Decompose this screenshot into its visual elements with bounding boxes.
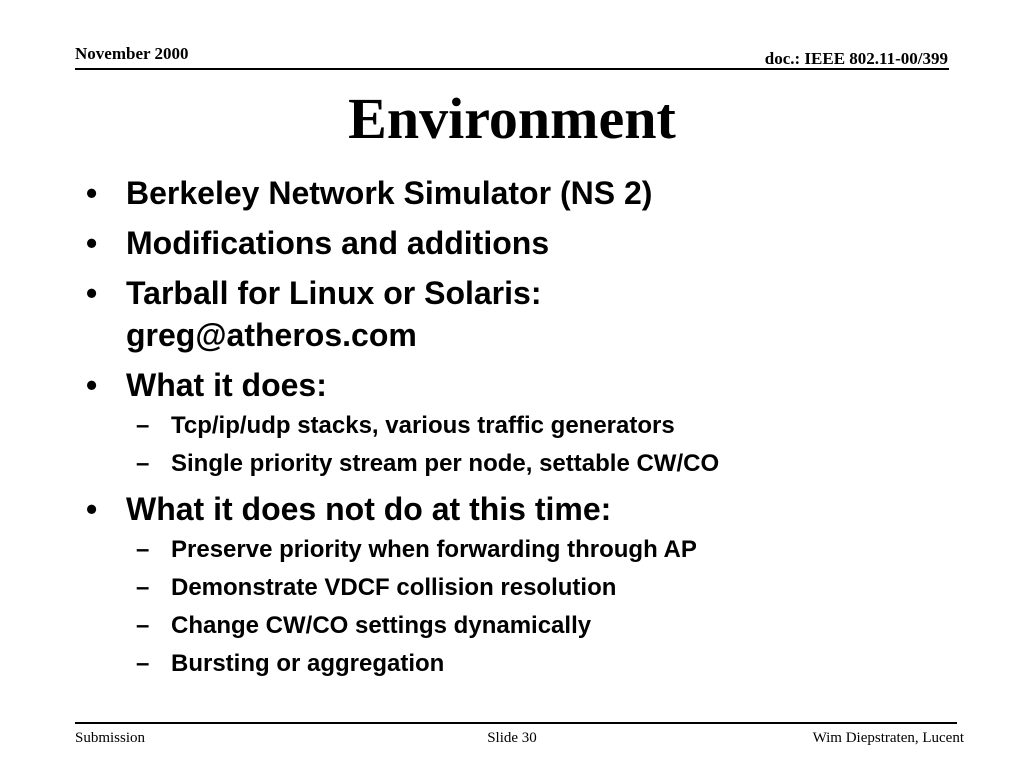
bullet-email: greg@atheros.com (126, 317, 417, 353)
sub-text: Tcp/ip/udp stacks, various traffic generators (171, 412, 675, 439)
dash-marker: – (136, 574, 150, 601)
footer-slide-number: Slide 30 (487, 730, 537, 746)
sub-text: Bursting or aggregation (171, 650, 445, 677)
dash-marker: – (136, 450, 150, 477)
sub-item (86, 534, 966, 566)
bullet-marker: • (86, 275, 98, 311)
bullet-item (86, 364, 966, 406)
sub-list (86, 410, 966, 480)
header-doc-id: doc.: IEEE 802.11-00/399 (764, 49, 948, 68)
slide-title: Environment (348, 86, 676, 151)
sub-text: Preserve priority when forwarding through AP (171, 536, 697, 563)
footer-submission: Submission (75, 730, 146, 746)
bullet-marker: • (86, 491, 98, 527)
sub-text: Single priority stream per node, settable CW/CO (171, 450, 720, 477)
bullet-marker: • (86, 175, 98, 211)
bullet-marker: • (86, 225, 98, 261)
sub-text: Demonstrate VDCF collision resolution (171, 574, 617, 601)
bullet-text: What it does: (126, 367, 327, 403)
dash-marker: – (136, 412, 150, 439)
bullet-item (86, 488, 966, 530)
sub-item (86, 448, 966, 480)
sub-item (86, 410, 966, 442)
bullet-list (86, 172, 966, 688)
bullet-text: Berkeley Network Simulator (NS 2) (126, 175, 653, 211)
sub-item (86, 572, 966, 604)
header-date: November 2000 (75, 44, 189, 63)
bullet-item (86, 222, 966, 264)
bullet-item (86, 172, 966, 214)
footer-author: Wim Diepstraten, Lucent (812, 730, 964, 746)
sub-item (86, 610, 966, 642)
dash-marker: – (136, 536, 150, 563)
sub-text: Change CW/CO settings dynamically (171, 612, 592, 639)
sub-item (86, 648, 966, 680)
dash-marker: – (136, 650, 150, 677)
header-rule (75, 68, 949, 70)
bullet-text: Tarball for Linux or Solaris: (126, 275, 542, 311)
bullet-marker: • (86, 367, 98, 403)
bullet-text: Modifications and additions (126, 225, 550, 261)
dash-marker: – (136, 612, 150, 639)
footer-rule (75, 722, 957, 724)
sub-list (86, 534, 966, 680)
bullet-item (86, 272, 966, 356)
bullet-text: What it does not do at this time: (126, 491, 612, 527)
